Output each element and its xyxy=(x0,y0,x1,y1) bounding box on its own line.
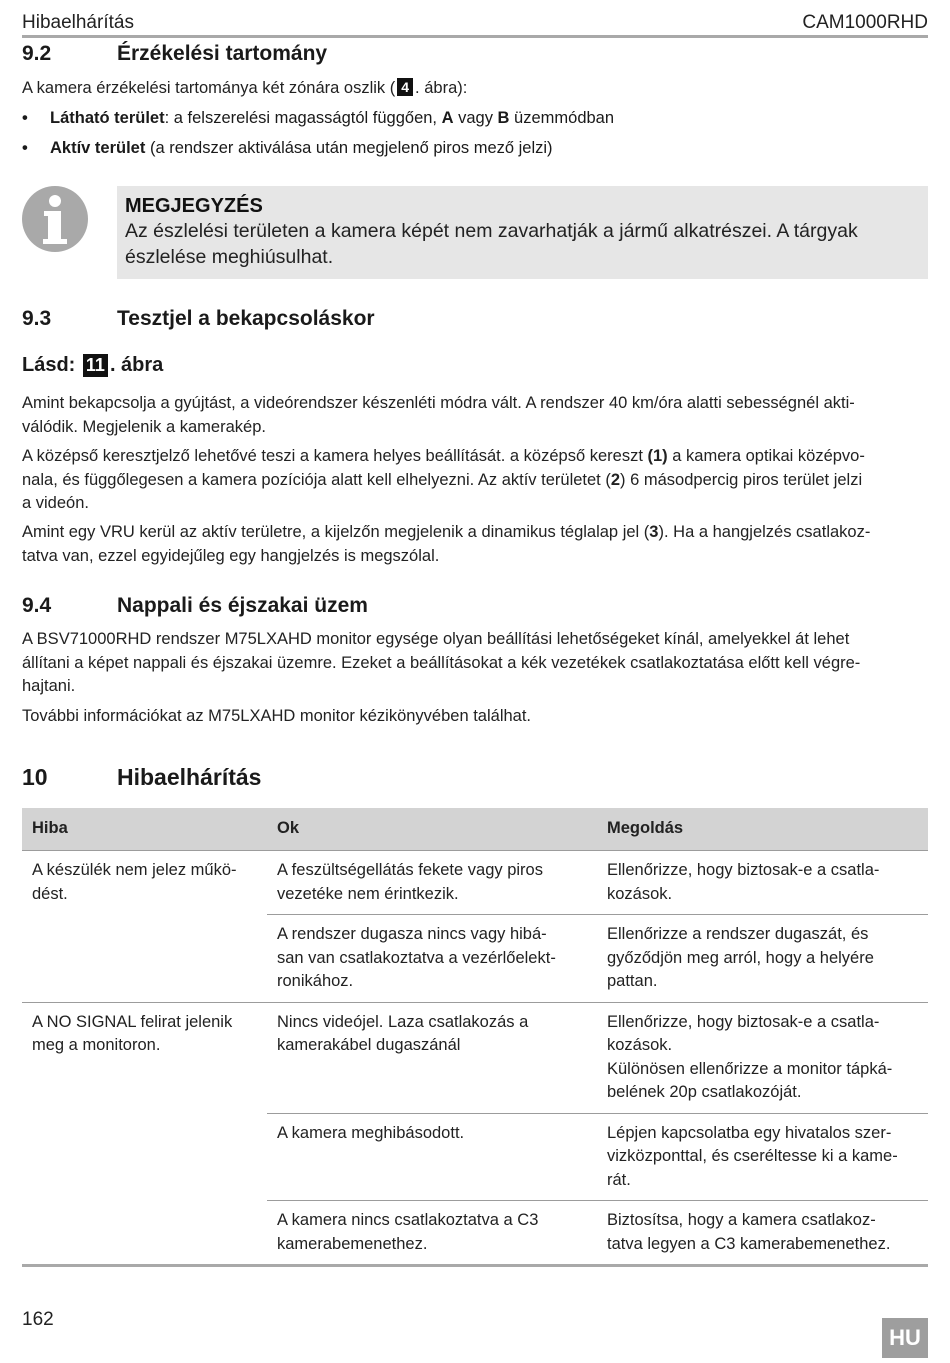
cause-cell: A kamera meghibásodott. xyxy=(267,1113,597,1201)
section-9-3-paragraph-3: Amint egy VRU kerül az aktív területre, a kijelzőn megjelenik a dinamikus téglalap jel (3). Ha a hangjelzés csatlakoz- tatva van, ezzel egyidejűleg egy hangjelzés is megszólal. xyxy=(22,523,871,565)
chapter-number: 10 xyxy=(22,764,48,790)
problem-cell: A NO SIGNAL felirat jelenik meg a monitoron. xyxy=(22,1002,267,1266)
section-number: 9.3 xyxy=(22,307,52,330)
section-9-3-paragraph-2: A középső keresztjelző lehetővé teszi a kamera helyes beállítását. a középső kereszt (1) a kamera optikai középvo- nala, és függőlegesen a kamera pozíciója alatt kell elhelyezni. Az aktív területet (2) 6 másodpercig piros terület jelzi a videón. xyxy=(22,447,865,512)
section-title: Nappali és éjszakai üzem xyxy=(117,594,368,617)
language-badge: HU xyxy=(882,1318,928,1358)
note-line-1: Az észlelési területen a kamera képét nem zavarhatják a jármű alkatrészei. A tárgyak xyxy=(125,220,858,242)
note-box xyxy=(117,186,928,279)
header-model: CAM1000RHD xyxy=(802,12,928,33)
bullet-active-area: • Aktív terület (a rendszer aktiválása után megjelenő piros mező jelzi) xyxy=(22,137,928,160)
bullet-icon: • xyxy=(22,109,28,127)
solution-cell: Ellenőrizze, hogy biztosak-e a csatla- kozások. Különösen ellenőrizze a monitor tápká- belének 20p csatlakozóját. xyxy=(597,1002,928,1113)
problem-cell: A készülék nem jelez műkö- dést. xyxy=(22,851,267,1003)
table-row xyxy=(22,1002,928,1113)
header-section: Hibaelhárítás xyxy=(22,12,134,33)
section-9-4-paragraph-1: A BSV71000RHD rendszer M75LXAHD monitor egysége olyan beállítási lehetőségeket kínál, amelyekkel át lehet állítani a képet nappali és éjszakai üzemre. Ezeket a beállításokat a kék vezetékek csatlakoztatása előtt kell végre- hajtani. xyxy=(22,630,861,695)
page-header xyxy=(22,6,928,34)
chapter-10-heading xyxy=(22,764,261,791)
chapter-title: Hibaelhárítás xyxy=(117,764,262,790)
troubleshooting-table xyxy=(22,808,928,1267)
figure-reference: 4 xyxy=(397,78,413,96)
note-line-2: észlelése meghiúsulhat. xyxy=(125,246,334,268)
section-title: Tesztjel a bekapcsoláskor xyxy=(117,307,375,330)
page-number: 162 xyxy=(22,1309,54,1330)
table-header-row xyxy=(22,808,928,851)
cause-cell: A rendszer dugasza nincs vagy hibá- san van csatlakoztatva a vezérlőelekt- ronikához. xyxy=(267,915,597,1003)
section-9-2-heading xyxy=(22,42,327,66)
section-title: Érzékelési tartomány xyxy=(117,42,328,65)
section-9-2-intro: A kamera érzékelési tartománya két zónára oszlik ( 4 . ábra): xyxy=(22,79,468,97)
section-number: 9.2 xyxy=(22,42,52,65)
info-icon xyxy=(22,186,88,252)
section-9-3-heading xyxy=(22,307,375,331)
bullet-icon: • xyxy=(22,139,28,157)
section-9-4-heading xyxy=(22,594,368,618)
column-header-solution: Megoldás xyxy=(597,808,928,851)
figure-reference: 11 xyxy=(83,354,108,377)
section-9-4-paragraph-2: További információkat az M75LXAHD monitor kézikönyvében találhat. xyxy=(22,707,532,725)
note-title: MEGJEGYZÉS xyxy=(125,195,263,217)
column-header-cause: Ok xyxy=(267,808,597,851)
solution-cell: Lépjen kapcsolatba egy hivatalos szer- vizközponttal, és cseréltesse ki a kame- rát. xyxy=(597,1113,928,1201)
solution-cell: Biztosítsa, hogy a kamera csatlakoz- tatva legyen a C3 kamerabemenethez. xyxy=(597,1201,928,1266)
cause-cell: A feszültségellátás fekete vagy piros vezetéke nem érintkezik. xyxy=(267,851,597,915)
see-figure-heading: Lásd: 11 . ábra xyxy=(22,354,164,376)
table-row xyxy=(22,851,928,915)
header-rule xyxy=(22,35,928,38)
column-header-problem: Hiba xyxy=(22,808,267,851)
bullet-visible-area: • Látható terület: a felszerelési magasságtól függően, A vagy B üzemmódban xyxy=(22,107,928,130)
section-number: 9.4 xyxy=(22,594,52,617)
solution-cell: Ellenőrizze, hogy biztosak-e a csatla- kozások. xyxy=(597,851,928,915)
solution-cell: Ellenőrizze a rendszer dugaszát, és győződjön meg arról, hogy a helyére pattan. xyxy=(597,915,928,1003)
cause-cell: A kamera nincs csatlakoztatva a C3 kamerabemenethez. xyxy=(267,1201,597,1266)
section-9-3-paragraph-1: Amint bekapcsolja a gyújtást, a videórendszer készenléti módra vált. A rendszer 40 km/óra alatti sebességnél akti- válódik. Megjelenik a kamerakép. xyxy=(22,394,855,436)
cause-cell: Nincs videójel. Laza csatlakozás a kamerakábel dugaszánál xyxy=(267,1002,597,1113)
